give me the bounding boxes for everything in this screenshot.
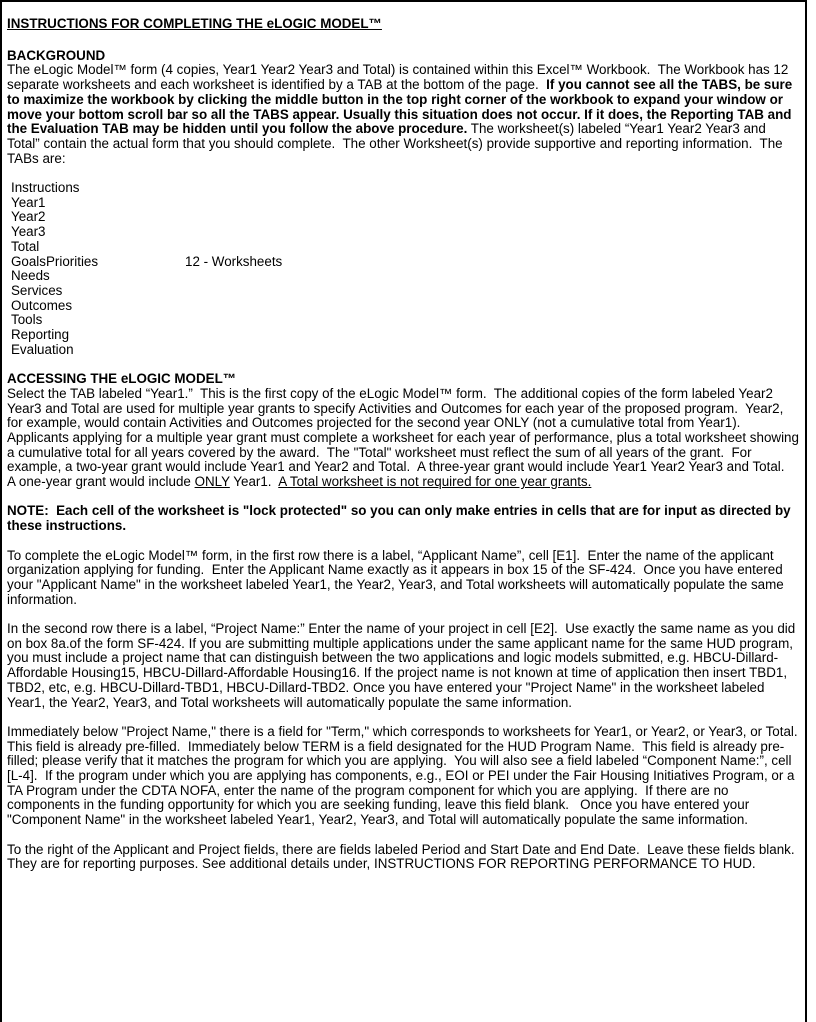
- text-segment: To complete the eLogic Model™ form, in the first row there is a label, “Applicant Name”, cell [E1]. Enter the name of the applicant organization applying for funding. Enter the Applicant Name exactly as it appears in box 15 of the SF-424. Once you have entered your "Applicant Name" in the worksheet labeled Year1, the Year2, Year3, and Total worksheets will automatically populate the same information.: [7, 547, 788, 607]
- tab-list-item-year3: [7, 225, 799, 240]
- tab-label: Instructions: [11, 180, 80, 196]
- text-segment: The worksheet(s) labeled “Year1 Year2 Year3 and Total” contain the actual form that you should complete. The other Worksheet(s) provide supportive and reporting information. The TABs are:: [7, 121, 787, 166]
- text-segment: To the right of the Applicant and Project fields, there are fields labeled Period and Start Date and End Date. Leave these fields blank. They are for reporting purposes. See additional details under, INSTRUCTIONS FOR REPORTING PERFORMANCE TO HUD.: [7, 841, 799, 872]
- paragraph-note: [7, 504, 799, 533]
- paragraph-term-component: [7, 723, 805, 828]
- text-segment: Select the TAB labeled “Year1.” This is the first copy of the eLogic Model™ form. The additional copies of the form labeled Year2 Year3 and Total are used for multiple year grants to specify Activities and Outcomes for each year of the proposed program. Year2, for example, would contain Activities and Outcomes projected for the second year ONLY (not a cumulative total from Year1). Applicants applying for a multiple year grant must complete a worksheet for each year of performance, plus a total worksheet showing a cumulative total for all years covered by the award. The "Total" worksheet must reflect the sum of all years of the grant. For example, a two-year grant would include Year1 and Year2 and Total. A three-year grant would include Year1 Year2 Year3 and Total. A one-year grant would include: [7, 385, 803, 490]
- tab-list-item-outcomes: [7, 299, 799, 314]
- worksheet-count-annotation: 12 - Worksheets: [185, 253, 283, 269]
- tab-list-item-goalspriorities: [7, 255, 799, 270]
- tab-list-item-total: [7, 240, 799, 255]
- tab-list-item-year2: [7, 210, 799, 225]
- tab-label: GoalsPriorities: [11, 253, 99, 269]
- text-segment: In the second row there is a label, “Project Name:” Enter the name of your project in cell [E2]. Use exactly the same name as you did on box 8a.of the form SF-424. If you are submitting multiple applications under the same applicant name for the same HUD program, you must include a project name that can distinguish between the two applications and logic models submitted, e.g. HBCU-Dillard-Affordable Housing15, HBCU-Dillard-Affordable Housing16. If the project name is not known at time of application then insert TBD1, TBD2, etc, e.g. HBCU-Dillard-TBD1, HBCU-Dillard-TBD2. Once you have entered your "Project Name" in the worksheet labeled Year1, the Year2, Year3, and Total worksheets will automatically populate the same information.: [7, 621, 799, 710]
- tab-label: Year3: [11, 224, 46, 240]
- text-segment: Immediately below "Project Name," there is a field for "Term," which corresponds to worksheets for Year1, or Year2, or Year3, or Total. This field is already pre-filled. Immediately below TERM is a field designated for the HUD Program Name. This field is already pre-filled; please verify that it matches the program for which you are applying. You will also see a field labeled “Component Name:”, cell [L-4]. If the program under which you are applying has components, e.g., EOI or PEI under the Fair Housing Initiatives Program, or a TA Program under the CDTA NOFA, enter the name of the program component for which you are applying. If there are no components in the funding opportunity for which you are seeking funding, leave this field blank. Once you have entered your "Component Name" in the worksheet labeled Year1, Year2, Year3, and Total will automatically populate the same information.: [7, 723, 805, 828]
- section-heading-background: BACKGROUND: [7, 47, 106, 63]
- tab-label: Year2: [11, 209, 46, 225]
- text-segment: The eLogic Model™ form (4 copies, Year1 Year2 Year3 and Total) is contained within this Excel™ Workbook. The Workbook has 12 separate worksheets and each worksheet is identified by a TAB at the bottom of the page.: [7, 62, 793, 93]
- tab-list-item-year1: [7, 196, 799, 211]
- tab-label: Outcomes: [11, 297, 73, 313]
- tab-list-item-tools: [7, 313, 799, 328]
- tab-list-item-reporting: [7, 328, 799, 343]
- tab-label: Total: [11, 238, 40, 254]
- tab-list: [7, 181, 799, 357]
- tab-list-item-evaluation: [7, 343, 799, 358]
- tab-list-item-needs: [7, 269, 799, 284]
- paragraph-accessing: [7, 385, 803, 490]
- tab-label: Year1: [11, 194, 46, 210]
- tab-label: Services: [11, 282, 63, 298]
- tab-label: Evaluation: [11, 341, 74, 357]
- tab-label: Tools: [11, 312, 43, 328]
- text-segment: If you cannot see all the TABS, be sure to maximize the workbook by clicking the middle button in the top right corner of the workbook to expand your window or move your bottom scroll bar so all the TABS appear. Usually this situation does not occur. If it does, the Reporting TAB and the Evaluation TAB may be hidden until you follow the above procedure.: [7, 77, 796, 137]
- text-segment: NOTE: Each cell of the worksheet is "lock protected" so you can only make entries in cells that are for input as directed by these instructions.: [7, 503, 795, 534]
- tab-list-item-instructions: [7, 181, 799, 196]
- paragraph-project-name: [7, 622, 799, 710]
- text-segment: A Total worksheet is not required for one year grants.: [278, 474, 592, 490]
- document-title: INSTRUCTIONS FOR COMPLETING THE eLOGIC MODEL™: [7, 16, 382, 31]
- paragraph-applicant-name: [7, 549, 799, 608]
- section-heading-accessing: ACCESSING THE eLOGIC MODEL™: [7, 371, 237, 387]
- paragraph-background: [7, 63, 799, 166]
- tab-label: Reporting: [11, 327, 70, 343]
- text-segment: Year1.: [229, 474, 279, 490]
- text-segment: ONLY: [194, 474, 230, 490]
- paragraph-period-dates: [7, 843, 799, 872]
- tab-list-item-services: [7, 284, 799, 299]
- tab-label: Needs: [11, 268, 50, 284]
